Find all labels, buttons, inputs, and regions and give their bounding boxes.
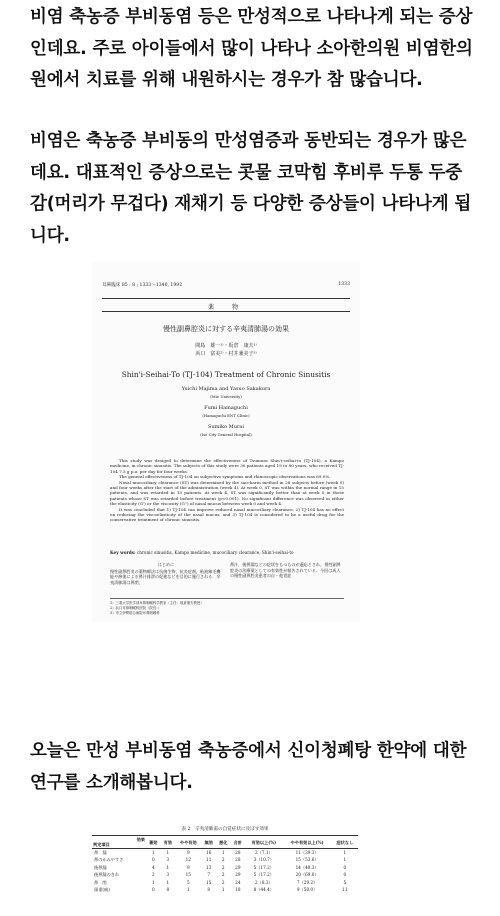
table-cell: 8（44.4）: [253, 887, 274, 893]
table-cell: 5（17.2）: [253, 864, 274, 870]
paper-author-english-3: Sumiko Murai: [208, 424, 244, 430]
abstract-paragraph: This study was desiged to determine the effectiveness of Tsumura Shin'i-seihai-to (TJ-104), a Kampo medicine, in chronic sinusitis. The subjects of this study were 30 patients aged 19 to 80 years, who received TJ-104 7.5 g p.o. per day for four weeks.: [110, 458, 344, 474]
table-cell: 20（69.0）: [295, 872, 319, 878]
paper-column-right: [230, 562, 342, 579]
study-intro-paragraph: 오늘은 만성 부비동염 축농증에서 신이청폐탕 한약에 대한 연구를 소개해봅니다.: [30, 741, 467, 793]
row-label: 鼻 閉: [94, 879, 107, 885]
intro-paragraph-2: 비염은 축농증 부비동의 만성염증과 동반되는 경우가 많은데요. 대표적인 증상으로는 콧물 코막힘 후비루 두통 두중감(머리가 무겁다) 재채기 등 다양한 증상들이 나타나게 됩니다.: [30, 131, 472, 246]
row-label: 頭重(痛): [94, 887, 110, 893]
row-label: 後鼻漏: [94, 864, 107, 870]
table-cell: 2: [221, 879, 225, 885]
paper-footnotes: [110, 598, 344, 615]
paper-author-english-2: Fumi Hamaguchi: [204, 405, 248, 411]
table-cell: 1: [221, 887, 225, 893]
paper-authors-japanese-2: 浜口 富美²⁾・村井兼美子³⁾: [195, 351, 257, 357]
table-cell: 1: [151, 850, 155, 855]
table-cell: 11: [206, 857, 212, 863]
paper-affiliation-2: (Hamaguchi ENT Clinic): [202, 413, 250, 418]
table-corner-header: [92, 836, 146, 849]
table-row: [92, 886, 358, 893]
paper-author-english-1: Yuichi Majima and Yasuo Sakakura: [181, 386, 271, 392]
table-body: [92, 849, 358, 894]
results-table-image: [92, 826, 358, 916]
table-cell: 12: [185, 857, 191, 863]
table-cell: 1: [166, 864, 170, 870]
table-cell: 24: [235, 879, 241, 885]
table-cell: 15: [206, 879, 212, 885]
table-cell: 9: [186, 864, 190, 870]
paper-title-japanese: 慢性副鼻腔炎に対する辛夷清肺湯の効果: [163, 325, 289, 333]
column-left-text: 慢性副鼻腔炎の薬物療法は抗菌生物，抗炎症剤，粘液線毛機能や修復による鼻汁排泄の促進などを目的に施行される．辛夷清肺湯は鼻閉，: [110, 568, 221, 585]
column-header: 悪化: [216, 836, 231, 849]
table-cell: 8: [207, 887, 211, 893]
column-header: 無効: [201, 836, 216, 849]
table-cell: 9（50.0）: [296, 887, 318, 893]
table-cell: 15: [185, 872, 191, 878]
paper-affiliation-1: (Mie University): [210, 394, 242, 399]
column-header: 症状なし: [332, 836, 358, 849]
journal-citation: 耳鼻臨床 85 : 8 ; 1333～1340, 1992: [102, 283, 183, 288]
journal-page-number: 1333: [338, 282, 350, 287]
table-cell: 5（17.2）: [253, 872, 274, 878]
header-rule-bottom: [102, 311, 350, 312]
header-rule-top: [102, 298, 350, 299]
column-header: 有効以上(%): [245, 836, 282, 849]
table-cell: 2（7.1）: [254, 850, 273, 855]
column-header: やや有効以上(%): [283, 836, 332, 849]
table-cell: 11: [342, 887, 348, 893]
table-cell: 1: [151, 879, 155, 885]
table-cell: 1: [221, 850, 225, 855]
table-cell: 0: [343, 864, 347, 870]
table-cell: 2: [221, 857, 225, 863]
table-cell: 14（48.3）: [295, 864, 319, 870]
intro-heading: はじめに: [157, 562, 175, 567]
paper-affiliation-3: (Ise City General Hospital): [200, 432, 252, 437]
table-cell: 28: [235, 850, 241, 855]
table-cell: 0: [343, 872, 347, 878]
table-cell: 0: [151, 887, 155, 893]
table-cell: 29: [235, 864, 241, 870]
table-cell: 16: [206, 850, 212, 855]
column-header: 合計: [231, 836, 246, 849]
table-cell: 1: [166, 879, 170, 885]
results-table: [92, 835, 358, 893]
abstract-paragraph: Nasal mucociliary clearance (ST) was determined by the saccharin method in 28 subjects before (week 0) and four weeks after the start of the administration (week 4). At week 0, ST was within the normal range in 15 patients, and was retarded in 13 patients. At week 4, ST was significantly better than at week 0 in those patients whose ST was retarded before treatment (p<0.001). No significant difference was observed in either the elasticity (G') or the viscosity (G'') of nasal mucus between week 0 and week 4.: [110, 479, 344, 507]
table-cell: 3: [166, 872, 170, 878]
table-cell: 1: [343, 850, 347, 855]
column-right-text: 鼻汁，後鼻漏などの症状をもつものが適応とされ，慢性副鼻腔炎の治療薬としての有効性が報告されている．今回は成人の慢性副鼻腔炎患者の自・他覚症: [230, 562, 341, 579]
table-cell: 8: [166, 887, 170, 893]
paper-keywords: [110, 550, 344, 555]
table-row: [92, 849, 358, 857]
footnote: 1）三重大学医学部耳鼻咽喉科学教室（主任：坂倉康夫教授）: [110, 601, 204, 605]
paper-title-english: Shin'i-Seihai-To (TJ-104) Treatment of Chronic Sinusitis: [121, 370, 331, 379]
abstract-paragraph: The general effectiveness of TJ-104 on subjective symptoms and rhinoscopic observations was 69.0%.: [119, 474, 331, 480]
table-cell: 5: [186, 879, 190, 885]
row-label: 鼻 漏: [94, 850, 107, 855]
footnote: 3）市立伊勢総合病院耳鼻咽喉科: [110, 610, 160, 615]
column-header: やや有効: [175, 836, 201, 849]
keywords-text: chronic sinusitis, Kampo medicine, mucociliary clearance, Shin'i-seihai-to: [136, 550, 294, 555]
table-row: [92, 856, 358, 863]
table-row: [92, 864, 358, 871]
table-cell: 18: [235, 887, 241, 893]
journal-header: [102, 282, 350, 288]
table-cell: 7（29.2）: [296, 879, 318, 885]
table-cell: 3（10.7）: [253, 857, 274, 863]
table-title: 表 2 辛夷清肺湯の自覚症状に及ぼす効果: [181, 827, 269, 832]
column-header: 著効: [146, 836, 161, 849]
table-cell: 2: [221, 864, 225, 870]
table-cell: 29: [235, 872, 241, 878]
column-header: 有効: [161, 836, 176, 849]
table-cell: 28: [235, 857, 241, 863]
table-header-row: [92, 836, 358, 849]
table-cell: 5: [343, 879, 347, 885]
corner-item-label: 判定項目: [93, 842, 110, 847]
abstract-paragraph: It was concluded that 1) TJ-104 can improve reduced nasal mucociliary clearance, 2) TJ-104 has no effect on reducing the viscoelasticity of the nasal mucus, and 3) TJ-104 is considered to be a useful drug for the conservative treatment of chronic sinusitis.: [110, 506, 344, 523]
table-cell: 2: [221, 872, 225, 878]
table-cell: 2: [151, 872, 155, 878]
footnote: 2）浜口耳鼻咽喉科医院（院長：）: [110, 605, 162, 610]
table-cell: 7: [207, 872, 211, 878]
paper-abstract: [110, 458, 344, 523]
keywords-label: Key words:: [110, 550, 136, 555]
table-cell: 0: [151, 857, 155, 863]
table-cell: 15（53.6）: [295, 857, 319, 863]
table-cell: 9: [186, 850, 190, 855]
table-cell: 2（8.3）: [254, 879, 273, 885]
intro-paragraph-1: 비염 축농증 부비동염 등은 만성적으로 나타나게 되는 증상인데요. 주로 아이들에서 많이 나타나 소아한의원 비염한의원에서 치료를 위해 내원하시는 경우가 참 많습니다.: [30, 7, 473, 90]
row-label: 後鼻漏のきれ: [94, 872, 120, 878]
table-cell: 1: [186, 887, 190, 893]
table-cell: 13: [206, 864, 212, 870]
table-cell: 11（39.3）: [295, 850, 319, 855]
paper-column-left: [110, 562, 222, 585]
paper-category: 薬 物: [207, 304, 244, 311]
paper-scan-image: [92, 262, 360, 622]
corner-effect-label: 効果: [136, 837, 145, 842]
table-row: [92, 879, 358, 886]
table-cell: 4: [151, 864, 155, 870]
table-cell: 1: [343, 857, 347, 863]
table-cell: 1: [166, 850, 170, 855]
row-label: 鼻のかみやすさ: [94, 857, 124, 863]
table-row: [92, 871, 358, 878]
paper-authors-japanese-1: 間島 雄一¹⁾・坂倉 康夫¹⁾: [195, 343, 257, 349]
table-cell: 3: [166, 857, 170, 863]
